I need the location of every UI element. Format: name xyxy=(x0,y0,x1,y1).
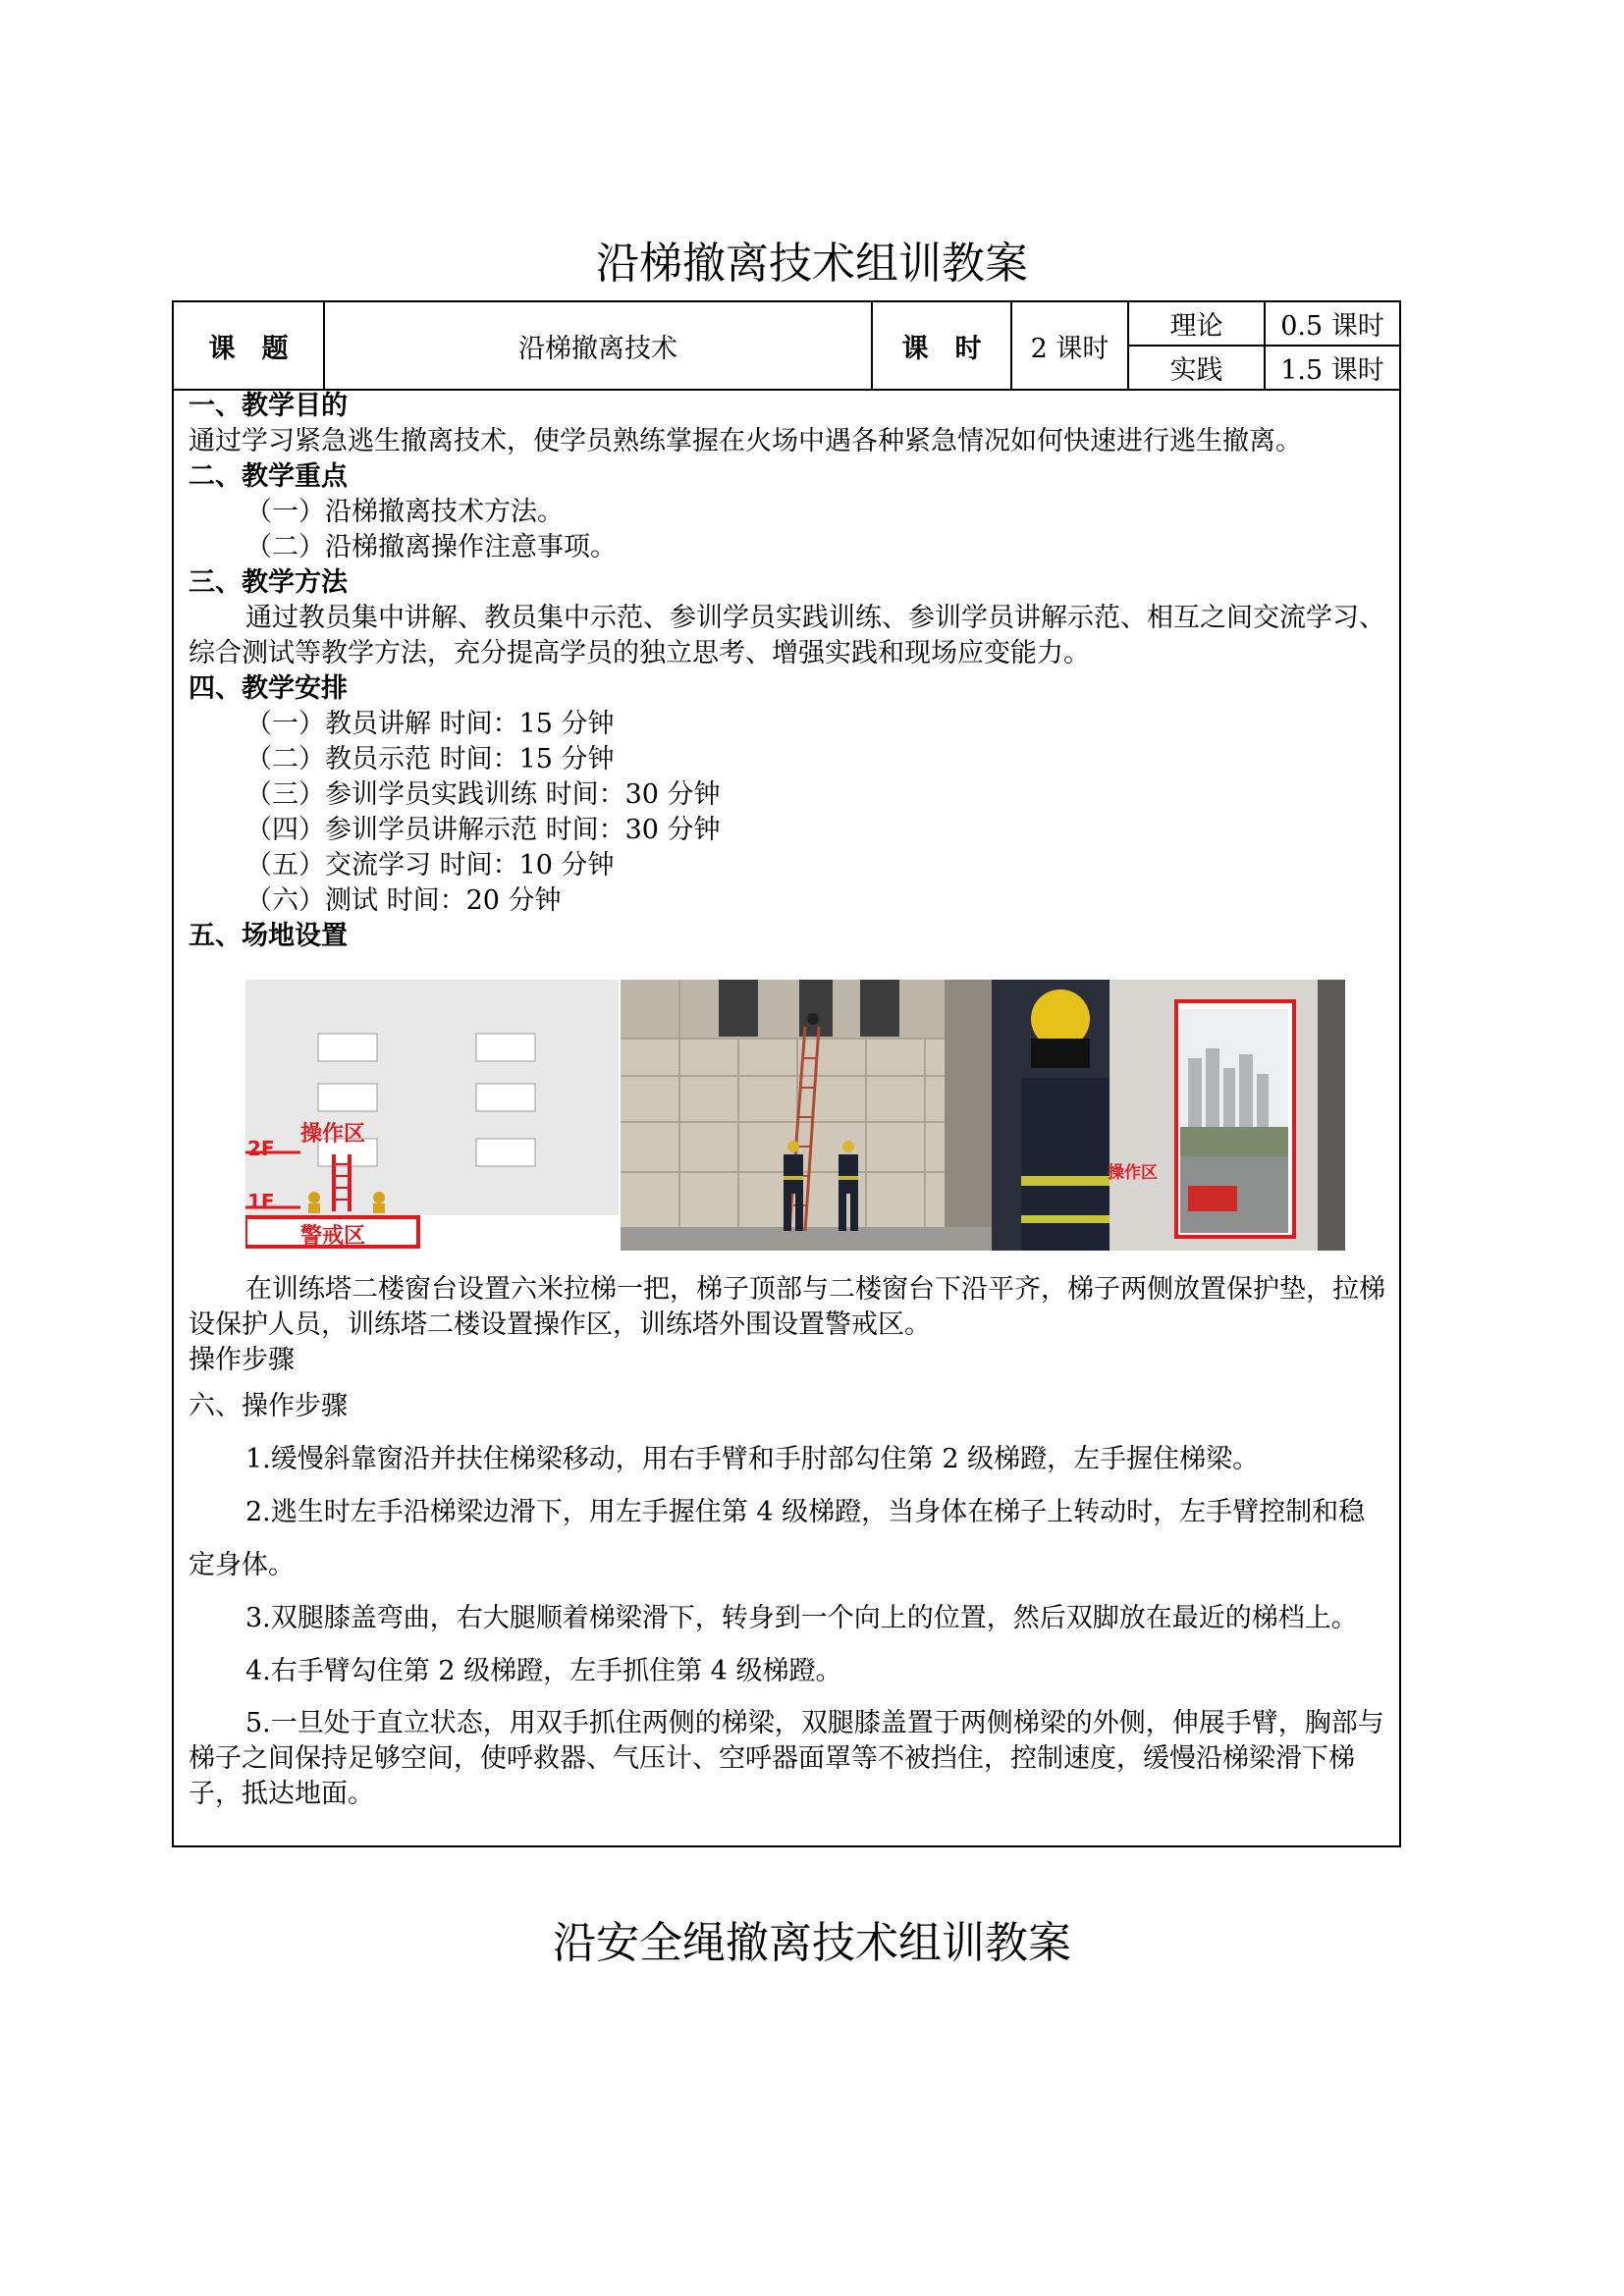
hours-value: 2 课时 xyxy=(1030,333,1110,364)
floor-1-label: 1F xyxy=(247,1190,275,1213)
next-document-title: 沿安全绳撤离技术组训教案 xyxy=(553,1918,1071,1968)
step-item: 2.逃生时左手沿梯梁边滑下，用左手握住第 4 级梯蹬，当身体在梯子上转动时，左手臂控制和稳定身体。 xyxy=(189,1497,1366,1580)
list-item: （三）参训学员实践训练 时间：30 分钟 xyxy=(245,779,721,810)
operation-steps xyxy=(189,1380,1386,1812)
topic-value: 沿梯撤离技术 xyxy=(518,333,677,364)
list-item: （四）参训学员讲解示范 时间：30 分钟 xyxy=(245,815,721,845)
list-item: （二）沿梯撤离操作注意事项。 xyxy=(245,532,617,562)
section-text: 通过学习紧急逃生撤离技术，使学员熟练掌握在火场中遇各种紧急情况如何快速进行逃生撤离。 xyxy=(189,426,1302,456)
section-heading: 二、教学重点 xyxy=(189,461,348,492)
step-item: 3.双腿膝盖弯曲，右大腿顺着梯梁滑下，转身到一个向上的位置，然后双脚放在最近的梯档上。 xyxy=(245,1603,1358,1633)
section-text: 通过教员集中讲解、教员集中示范、参训学员实践训练、参训学员讲解示范、相互之间交流学习、综合测试等教学方法，充分提高学员的独立思考、增强实践和现场应变能力。 xyxy=(189,603,1385,668)
list-item: （二）教员示范 时间：15 分钟 xyxy=(245,744,615,774)
step-item: 4.右手臂勾住第 2 级梯蹬，左手抓住第 4 级梯蹬。 xyxy=(245,1656,842,1686)
section-heading: 一、教学目的 xyxy=(189,391,348,421)
section-heading: 六、操作步骤 xyxy=(189,1391,348,1421)
section-text: 在训练塔二楼窗台设置六米拉梯一把，梯子顶部与二楼窗台下沿平齐，梯子两侧放置保护垫，拉梯设保护人员，训练塔二楼设置操作区，训练塔外围设置警戒区。 xyxy=(189,1274,1385,1340)
operation-zone-label: 操作区 xyxy=(300,1122,366,1147)
list-item: （五）交流学习 时间：10 分钟 xyxy=(245,850,615,881)
document-title: 沿梯撤离技术组训教案 xyxy=(596,239,1028,289)
step-item: 5.一旦处于直立状态，用双手抓住两侧的梯梁，双腿膝盖置于两侧梯梁的外侧，伸展手臂，胸部与梯子之间保持足够空间，使呼救器、气压计、空呼器面罩等不被挡住，控制速度，缓慢沿梯梁滑下梯子，抵达地面。 xyxy=(189,1708,1384,1809)
practice-label: 实践 xyxy=(1169,355,1223,386)
lesson-body-upper xyxy=(189,389,1386,954)
theory-label: 理论 xyxy=(1169,311,1223,342)
floor-2-label: 2F xyxy=(247,1137,275,1160)
step-item: 1.缓慢斜靠窗沿并扶住梯梁移动，用右手臂和手肘部勾住第 2 级梯蹬，左手握住梯梁。 xyxy=(245,1444,1260,1474)
section-heading: 三、教学方法 xyxy=(189,567,348,598)
warning-zone-label: 警戒区 xyxy=(299,1224,365,1249)
training-tower-photo xyxy=(621,980,992,1251)
list-item: （一）沿梯撤离技术方法。 xyxy=(245,497,564,527)
topic-label: 课 题 xyxy=(208,333,289,364)
list-item: （六）测试 时间：20 分钟 xyxy=(245,885,562,916)
section-heading: 四、教学安排 xyxy=(189,673,348,704)
section-note: 操作步骤 xyxy=(189,1345,295,1375)
photo-operation-zone-label: 操作区 xyxy=(1108,1163,1158,1183)
list-item: （一）教员讲解 时间：15 分钟 xyxy=(245,709,615,739)
theory-value: 0.5 课时 xyxy=(1280,311,1384,342)
section-heading: 五、场地设置 xyxy=(189,921,348,951)
window-operation-photo xyxy=(992,980,1345,1251)
site-layout-diagram xyxy=(245,980,619,1251)
practice-value: 1.5 课时 xyxy=(1280,355,1384,386)
hours-label: 课 时 xyxy=(901,333,982,364)
lesson-body-lower xyxy=(189,1272,1386,1378)
